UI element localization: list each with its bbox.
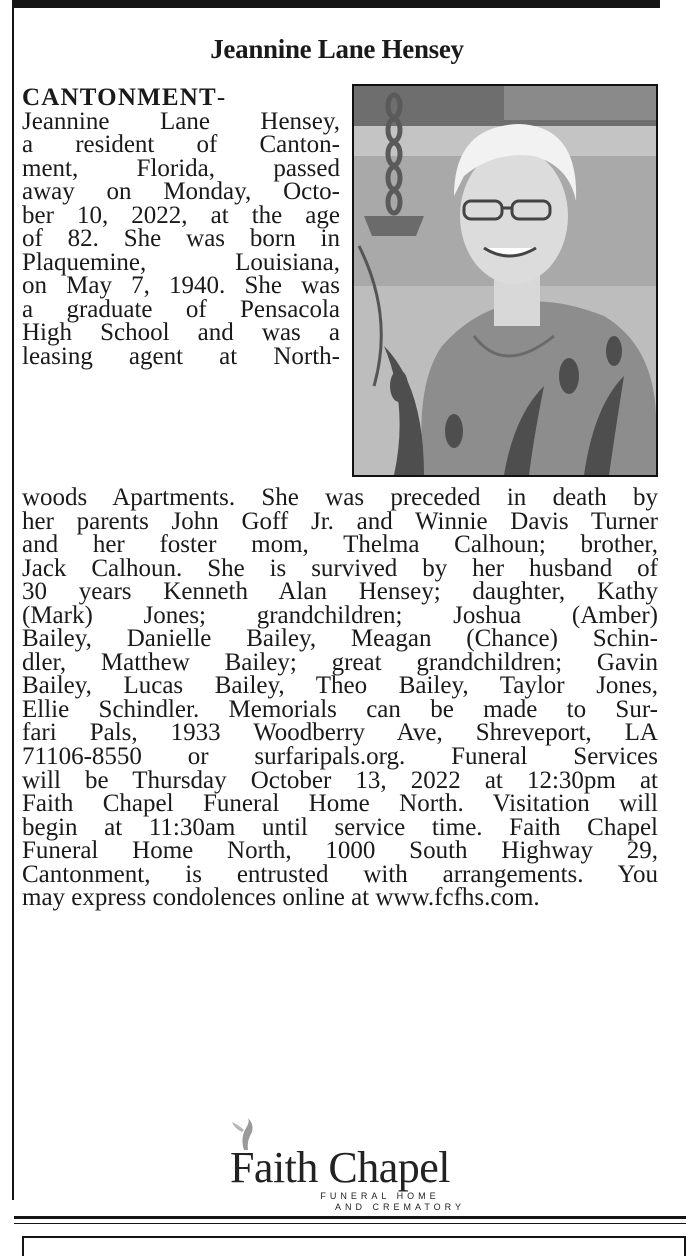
- lead-line: leasing agent at North-: [22, 343, 340, 371]
- lead-line: away on Monday, Octo-: [22, 178, 340, 206]
- body-line: 30 years Kenneth Alan Hensey; daughter, Kathy: [22, 578, 658, 606]
- funeral-home-logo: [180, 1118, 500, 1218]
- portrait-photo: [352, 84, 658, 477]
- logo-name: Faith Chapel: [229, 1143, 451, 1192]
- lead-line: a resident of Canton-: [22, 131, 340, 159]
- lead-line: of 82. She was born in: [22, 225, 340, 253]
- lead-line: ment, Florida, passed: [22, 154, 340, 182]
- dateline-dash: -: [216, 84, 226, 111]
- body-line: dler, Matthew Bailey; great grandchildren; Gavin: [22, 648, 658, 676]
- lead-line: Jeannine Lane Hensey,: [22, 107, 340, 135]
- body-line: her parents John Goff Jr. and Winnie Davis Turner: [22, 507, 658, 535]
- body-line: Bailey, Lucas Bailey, Theo Bailey, Taylor Jones,: [22, 672, 658, 700]
- bottom-rule-thin: [14, 1223, 686, 1224]
- body-line: 71106-8550 or surfaripals.org. Funeral Services: [22, 743, 658, 771]
- lead-line: Plaquemine, Louisiana,: [22, 248, 340, 276]
- dateline: CANTONMENT: [22, 84, 217, 111]
- lead-line: ber 10, 2022, at the age: [22, 201, 340, 229]
- body-line: woods Apartments. She was preceded in death by: [22, 484, 658, 511]
- next-item-border: [22, 1236, 686, 1256]
- portrait-illustration: [354, 86, 656, 475]
- body-line: may express condolences online at www.fcfhs.com.: [22, 884, 540, 912]
- body-line: Jack Calhoun. She is survived by her husband of: [22, 554, 658, 582]
- body-line: fari Pals, 1933 Woodberry Ave, Shreveport, LA: [22, 719, 658, 747]
- bottom-rule: [14, 1216, 686, 1219]
- body-line: (Mark) Jones; grandchildren; Joshua (Amber): [22, 601, 658, 629]
- logo-subtitle-1: FUNERAL HOME: [320, 1191, 440, 1201]
- body-line: and her foster mom, Thelma Calhoun; brother,: [22, 531, 658, 559]
- body-line: Cantonment, is entrusted with arrangements. You: [22, 860, 658, 888]
- obituary-lead: [22, 86, 340, 369]
- top-rule: [14, 0, 660, 8]
- dateline-line: [22, 86, 340, 110]
- body-line: Faith Chapel Funeral Home North. Visitation will: [22, 790, 658, 818]
- column-rule: [12, 0, 14, 1200]
- body-line: Bailey, Danielle Bailey, Meagan (Chance) Schin-: [22, 625, 658, 653]
- logo-subtitle-2: AND CREMATORY: [334, 1202, 465, 1212]
- body-line: begin at 11:30am until service time. Faith Chapel: [22, 813, 658, 841]
- body-line: Ellie Schindler. Memorials can be made to Sur-: [22, 695, 658, 723]
- obituary-title: Jeannine Lane Hensey: [210, 34, 464, 64]
- obituary-body: [22, 486, 658, 910]
- lead-line: on May 7, 1940. She was: [22, 272, 340, 300]
- lead-line: High School and was a: [22, 319, 340, 347]
- lead-line: a graduate of Pensacola: [22, 295, 340, 323]
- body-line: will be Thursday October 13, 2022 at 12:30pm at: [22, 766, 658, 794]
- body-line: Funeral Home North, 1000 South Highway 29,: [22, 837, 658, 865]
